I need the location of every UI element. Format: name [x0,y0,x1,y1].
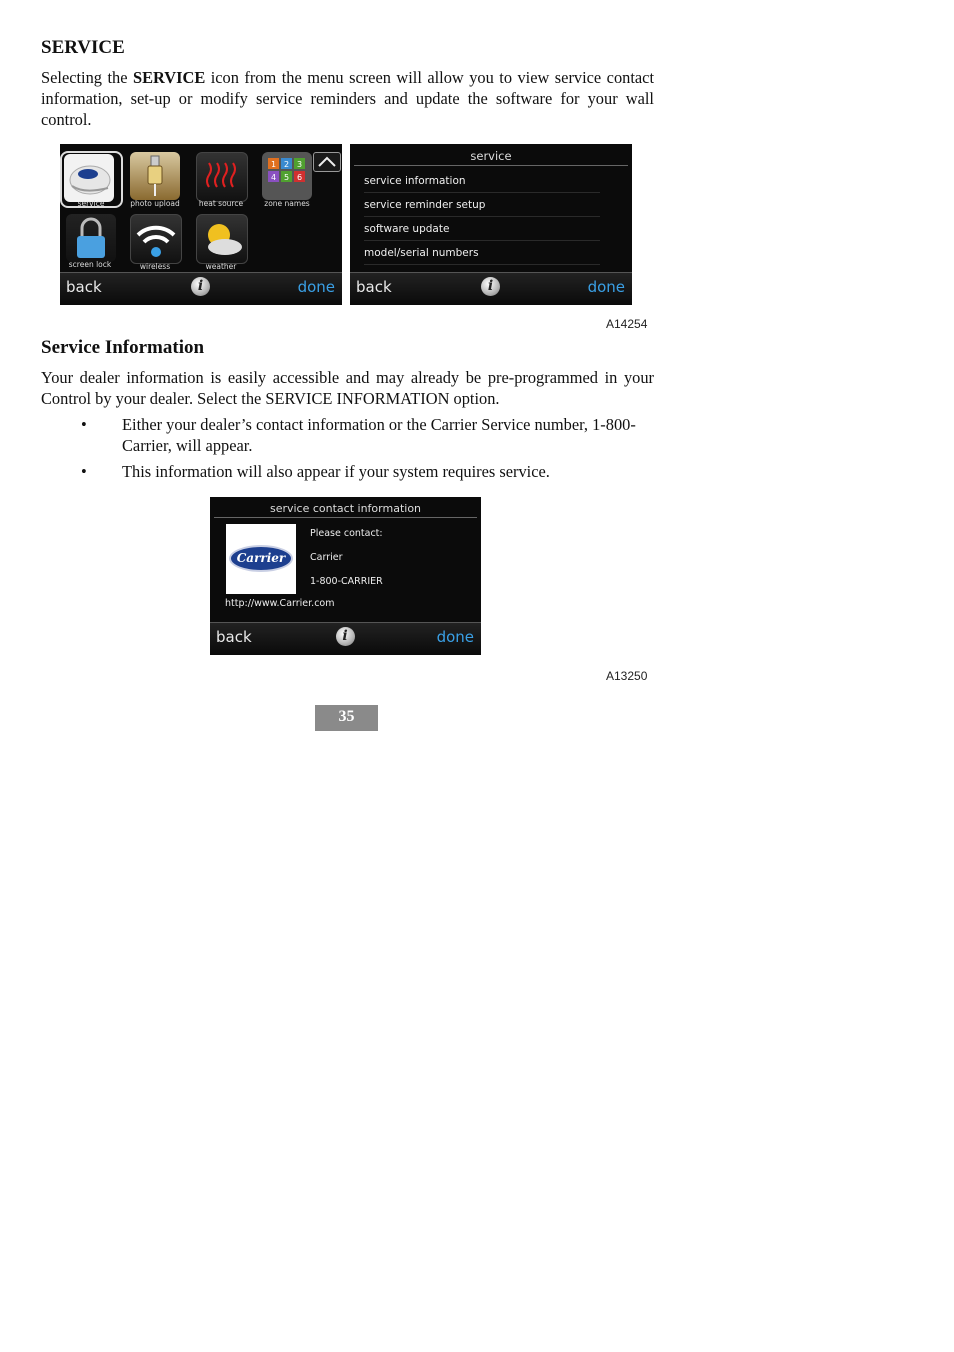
bullet-marker: • [81,462,87,481]
carrier-logo [226,524,296,594]
screen-footer [60,272,342,305]
bullet-list [41,414,654,487]
weather-tile[interactable] [196,214,248,264]
back-button[interactable]: back [66,278,102,296]
zone-grid-icon [262,152,312,200]
photo-upload-tile[interactable] [130,152,180,200]
service-screen [350,144,632,305]
page-number: 35 [315,705,378,731]
section-heading-service: SERVICE [41,37,125,58]
sun-cloud-icon [197,215,247,263]
heat-waves-icon [197,153,247,201]
back-button[interactable]: back [216,628,252,646]
zone-names-tile[interactable] [262,152,312,200]
zone-number: 3 [296,160,303,169]
list-item: • Either your dealer’s contact information or the Carrier Service number, 1-800-Carrier, will appear. [81,415,636,455]
contact-name: Carrier [310,552,343,563]
chevron-up-icon [314,153,340,171]
usb-icon [130,152,180,200]
zone-number: 5 [283,173,290,182]
tile-label-screen-lock: screen lock [68,260,112,269]
service-contact-screen [210,497,481,655]
wifi-icon [131,215,181,263]
contact-phone: 1-800-CARRIER [310,576,383,587]
bullet-marker: • [81,415,87,434]
screen-lock-tile[interactable] [66,214,116,262]
title-divider [214,517,477,518]
zone-number: 2 [283,160,290,169]
service-tile[interactable] [64,154,114,202]
tile-label-photo-upload: photo upload [130,199,180,208]
tile-label-weather: weather [205,262,237,271]
screen-footer [350,272,632,305]
service-intro-paragraph: Selecting the SERVICE icon from the menu screen will allow you to view service contact information, set-up or modify service reminders and update the software for your wall control. [41,68,654,129]
tile-label-wireless: wireless [139,262,171,271]
info-icon[interactable]: i [481,277,500,296]
tile-label-service: service [77,199,105,208]
tile-label-heat-source: heat source [198,199,244,208]
contact-url: http://www.Carrier.com [225,598,335,609]
zone-number: 4 [270,173,277,182]
menu-screen [60,144,342,305]
heat-source-tile[interactable] [196,152,248,202]
section-heading-service-information: Service Information [41,337,205,358]
screen-footer [210,622,481,655]
carrier-logo-text: Carrier [229,545,293,572]
service-information-paragraph: Your dealer information is easily accessible and may already be pre-programmed in your Control by your dealer. Select the SERVICE INFORMATION option. [41,368,654,408]
wireless-tile[interactable] [130,214,182,264]
menu-item-service-reminder-setup[interactable]: service reminder setup [364,194,600,217]
figure-caption: A13250 [606,669,648,683]
back-button[interactable]: back [356,278,392,296]
done-button[interactable]: done [436,628,474,646]
figure-caption: A14254 [606,317,648,331]
info-icon[interactable]: i [191,277,210,296]
info-icon[interactable]: i [336,627,355,646]
menu-item-model-serial-numbers[interactable]: model/serial numbers [364,242,600,265]
menu-item-software-update[interactable]: software update [364,218,600,241]
menu-item-service-information[interactable]: service information [364,170,600,193]
please-contact-label: Please contact: [310,528,383,539]
tile-label-zone-names: zone names [264,199,310,208]
done-button[interactable]: done [587,278,625,296]
service-cap-icon [64,154,114,202]
list-item: • This information will also appear if your system requires service. [81,462,550,481]
title-divider [354,165,628,166]
scroll-up-button[interactable] [313,152,341,172]
lock-icon [66,214,116,262]
done-button[interactable]: done [297,278,335,296]
zone-number: 1 [270,160,277,169]
screen-title: service contact information [269,502,422,515]
screen-title: service [470,149,512,163]
zone-number: 6 [296,173,303,182]
